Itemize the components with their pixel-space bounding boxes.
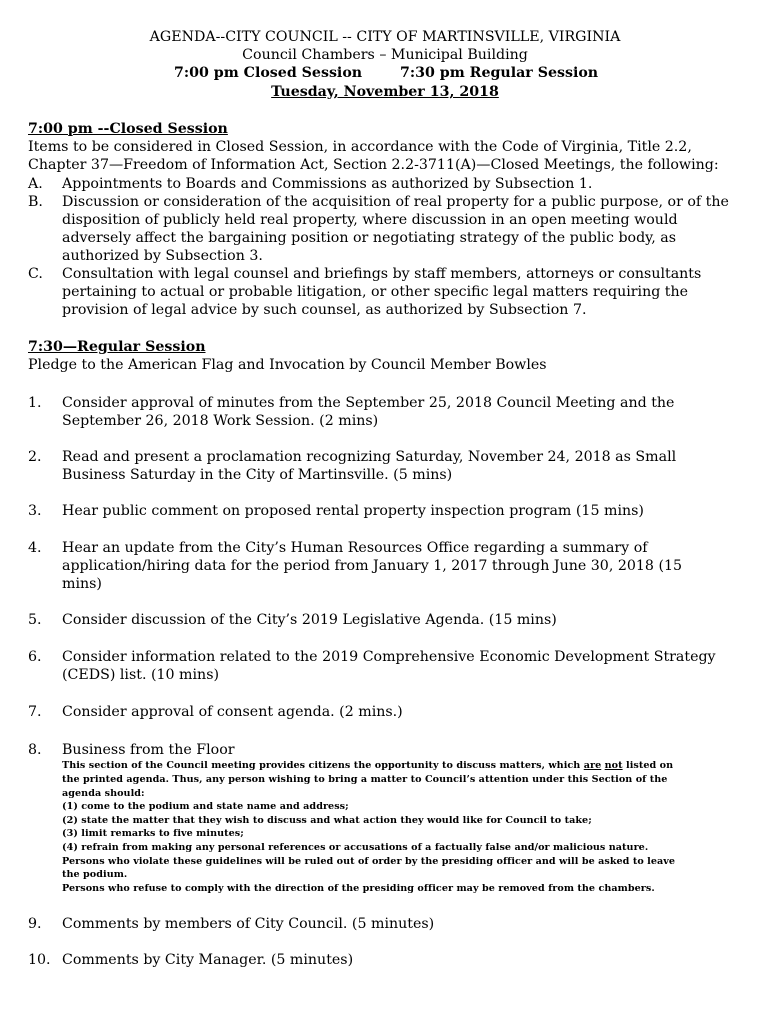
closed-item-text: pertaining to actual or probable litigation, or other specific legal matters requiring the (62, 284, 689, 300)
agenda-title: AGENDA--CITY COUNCIL -- CITY OF MARTINSVILLE, VIRGINIA (149, 29, 621, 45)
regular-session-heading: 7:30—Regular Session (28, 339, 206, 355)
agenda-item-text: Hear public comment on proposed rental property inspection program (15 mins) (62, 503, 644, 519)
floor-rules-text: Persons who refuse to comply with the direction of the presiding officer may be removed from the chambers. (62, 883, 655, 894)
closed-item-letter: B. (28, 194, 43, 210)
agenda-item-number: 1. (28, 395, 42, 411)
regular-session-time: 7:30 pm Regular Session (400, 65, 599, 81)
agenda-item-text: mins) (62, 576, 102, 592)
floor-rules-text: (2) state the matter that they wish to discuss and what action they would like for Council to take; (62, 815, 592, 826)
closed-item-letter: C. (28, 266, 43, 282)
floor-rules-text: This section of the Council meeting provides citizens the opportunity to discuss matters, which are not listed on (62, 760, 674, 771)
floor-rules-text: (3) limit remarks to five minutes; (62, 828, 244, 839)
closed-item-text: adversely affect the bargaining position or negotiating strategy of the public body, as (62, 230, 677, 246)
closed-item-text: Appointments to Boards and Commissions as authorized by Subsection 1. (62, 176, 593, 192)
closed-item-text: authorized by Subsection 3. (62, 248, 263, 264)
agenda-item-number: 3. (28, 503, 42, 519)
agenda-item-text: Consider approval of minutes from the September 25, 2018 Council Meeting and the (62, 395, 675, 411)
floor-rules-text: (1) come to the podium and state name and address; (62, 801, 349, 812)
agenda-item-text: Business Saturday in the City of Martinsville. (5 mins) (62, 467, 453, 483)
floor-rules-text: the printed agenda. Thus, any person wishing to bring a matter to Council’s attention under this Section of the (62, 774, 668, 785)
agenda-item-text: September 26, 2018 Work Session. (2 mins) (62, 413, 379, 429)
closed-item-text: disposition of publicly held real property, where discussion in an open meeting would (62, 212, 678, 228)
closed-session-time: 7:00 pm Closed Session (174, 65, 363, 81)
floor-rules-text: (4) refrain from making any personal references or accusations of a factually false and/or malicious nature. (62, 842, 649, 853)
agenda-item-number: 7. (28, 704, 42, 720)
closed-item-text: provision of legal advice by such counsel, as authorized by Subsection 7. (62, 302, 587, 318)
agenda-item-text: Comments by City Manager. (5 minutes) (62, 952, 354, 968)
agenda-item-number: 9. (28, 916, 42, 932)
agenda-item-text: application/hiring data for the period from January 1, 2017 through June 30, 2018 (15 (62, 558, 683, 574)
agenda-item-number: 5. (28, 612, 42, 628)
agenda-item-text: (CEDS) list. (10 mins) (62, 667, 220, 683)
floor-rules-text: the podium. (62, 869, 128, 880)
closed-item-letter: A. (28, 176, 43, 192)
agenda-item-text: Read and present a proclamation recognizing Saturday, November 24, 2018 as Small (62, 449, 677, 465)
agenda-item-number: 4. (28, 540, 42, 556)
meeting-location: Council Chambers – Municipal Building (242, 47, 528, 63)
agenda-item-number: 6. (28, 649, 42, 665)
closed-item-text: Discussion or consideration of the acquisition of real property for a public purpose, or of the (62, 194, 729, 210)
agenda-item-text: Consider information related to the 2019 Comprehensive Economic Development Strategy (62, 649, 716, 665)
agenda-item-text: Hear an update from the City’s Human Resources Office regarding a summary of (62, 540, 648, 556)
agenda-item-number: 10. (28, 952, 51, 968)
agenda-item-text: Consider discussion of the City’s 2019 Legislative Agenda. (15 mins) (62, 612, 557, 628)
agenda-item-text: Consider approval of consent agenda. (2 mins.) (62, 704, 403, 720)
meeting-date: Tuesday, November 13, 2018 (271, 84, 499, 100)
agenda-item-text: Comments by members of City Council. (5 minutes) (62, 916, 435, 932)
floor-rules-text: agenda should: (62, 788, 145, 799)
agenda-item-number: 8. (28, 742, 42, 758)
closed-item-text: Consultation with legal counsel and briefings by staff members, attorneys or consultants (62, 266, 702, 282)
agenda-item-number: 2. (28, 449, 42, 465)
pledge-line: Pledge to the American Flag and Invocation by Council Member Bowles (28, 357, 547, 373)
closed-session-intro: Chapter 37—Freedom of Information Act, Section 2.2-3711(A)—Closed Meetings, the following: (28, 157, 719, 173)
closed-session-intro: Items to be considered in Closed Session, in accordance with the Code of Virginia, Title 2.2, (28, 139, 692, 155)
closed-session-heading: 7:00 pm --Closed Session (28, 121, 228, 137)
agenda-item-text: Business from the Floor (62, 742, 235, 758)
floor-rules-text: Persons who violate these guidelines will be ruled out of order by the presiding officer and will be asked to leave (62, 856, 676, 867)
